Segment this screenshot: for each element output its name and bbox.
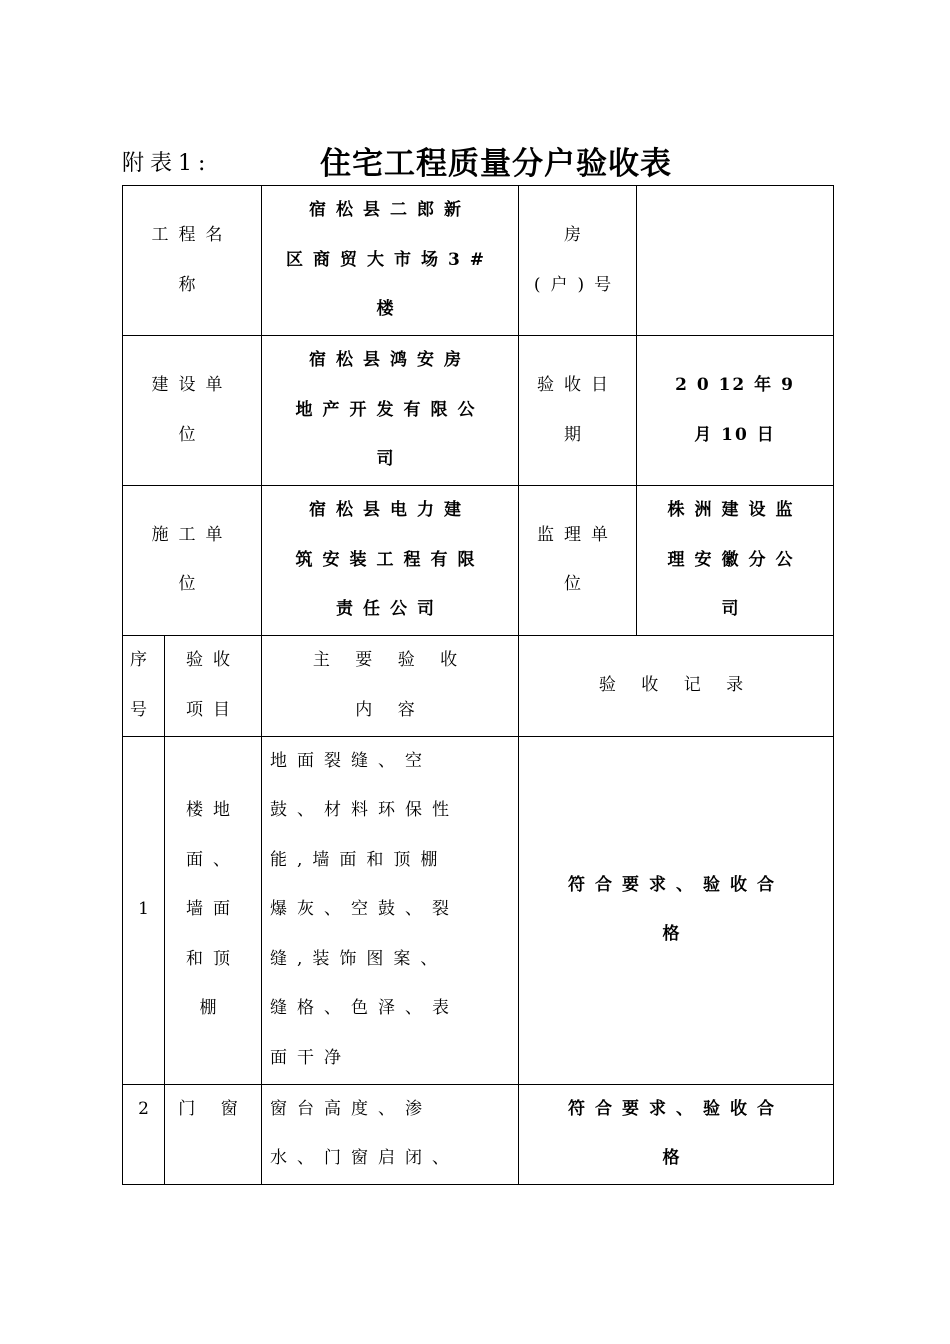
project-name-value: 宿松县二郎新 区商贸大市场3# 楼 <box>262 186 519 336</box>
builder-row <box>123 336 834 486</box>
column-header-content: 主 要 验 收 内 容 <box>262 635 519 736</box>
row-content: 窗台高度、渗 水、门窗启闭、 <box>262 1084 519 1184</box>
attachment-label: 附表1: <box>122 151 212 176</box>
row-record: 符合要求、验收合 格 <box>519 736 834 1084</box>
contractor-value: 宿松县电力建 筑安装工程有限 责任公司 <box>262 486 519 636</box>
row-item: 门 窗 <box>165 1084 262 1184</box>
contractor-row <box>123 486 834 636</box>
table-row <box>123 736 834 1084</box>
column-header-item: 验收 项目 <box>165 635 262 736</box>
row-seq: 2 <box>123 1084 165 1184</box>
acceptance-form-table <box>122 185 834 1185</box>
column-header-record: 验 收 记 录 <box>519 635 834 736</box>
project-name-row <box>123 186 834 336</box>
supervisor-value: 株洲建设监 理安徽分公 司 <box>637 486 834 636</box>
builder-label: 建设单 位 <box>123 336 262 486</box>
acceptance-date-label: 验收日 期 <box>519 336 637 486</box>
row-seq: 1 <box>123 736 165 1084</box>
project-name-label: 工程名 称 <box>123 186 262 336</box>
row-item: 楼地 面、 墙面 和顶 棚 <box>165 736 262 1084</box>
column-header-row <box>123 635 834 736</box>
row-content: 地面裂缝、空 鼓、材料环保性 能,墙面和顶棚 爆灰、空鼓、裂 缝,装饰图案、 缝格、色泽、表 面干净 <box>262 736 519 1084</box>
table-row <box>123 1084 834 1184</box>
column-header-seq: 序 号 <box>123 635 165 736</box>
builder-value: 宿松县鸿安房 地产开发有限公 司 <box>262 336 519 486</box>
room-number-label: 房 (户)号 <box>519 186 637 336</box>
acceptance-date-value: 2 0 12 年 9 月 10 日 <box>637 336 834 486</box>
row-record: 符合要求、验收合 格 <box>519 1084 834 1184</box>
document-title: 住宅工程质量分户验收表 <box>320 146 672 182</box>
contractor-label: 施工单 位 <box>123 486 262 636</box>
supervisor-label: 监理单 位 <box>519 486 637 636</box>
room-number-value <box>637 186 834 336</box>
